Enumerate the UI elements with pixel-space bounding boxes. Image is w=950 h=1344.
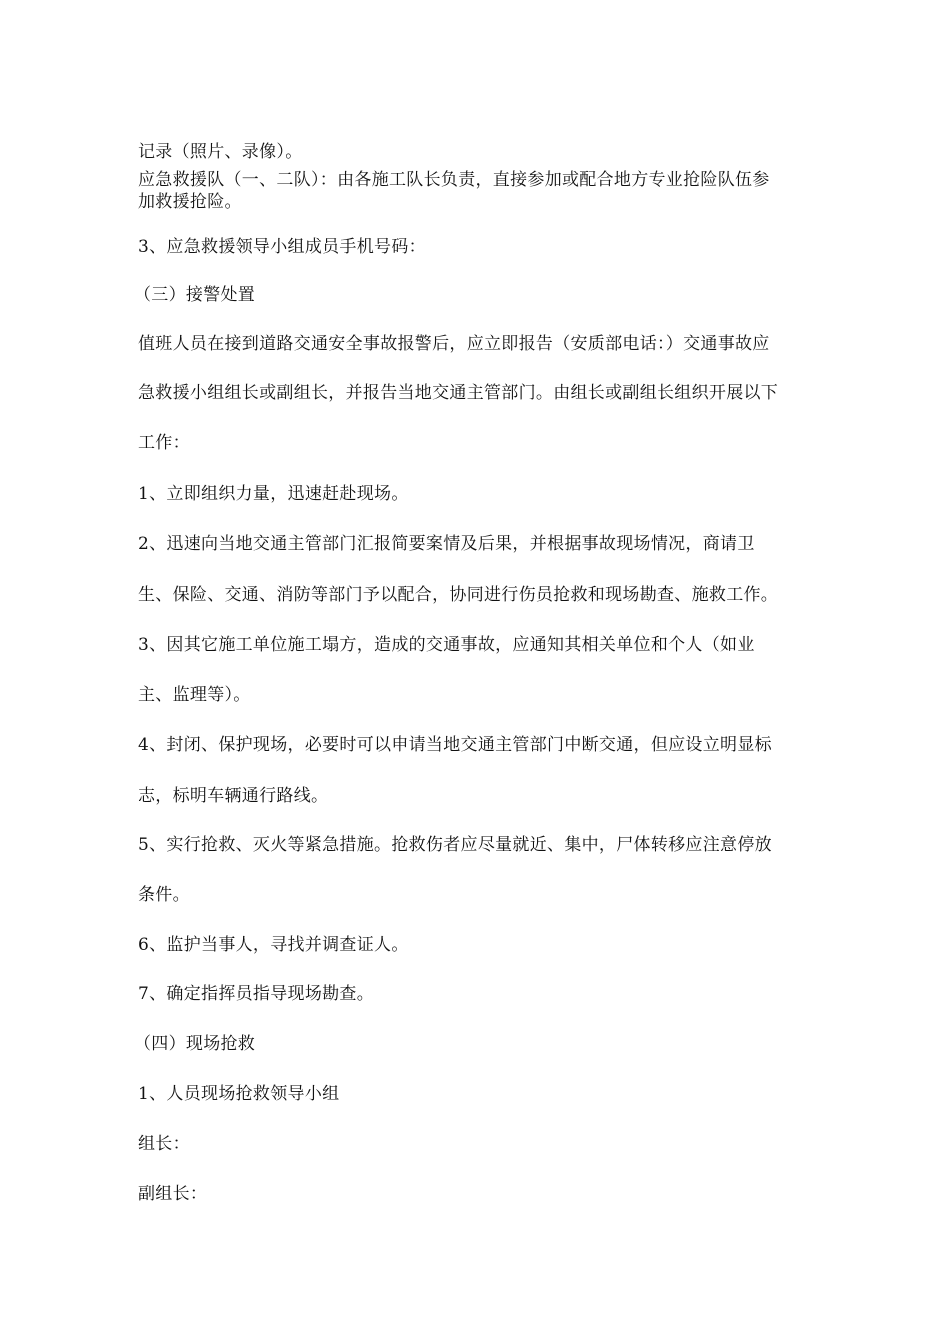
list-item-4-cont: 志，标明车辆通行路线。: [138, 786, 329, 806]
list-item-6: 6、监护当事人，寻找并调查证人。: [138, 935, 409, 955]
list-item-1: 1、立即组织力量，迅速赶赴现场。: [138, 484, 409, 504]
section-heading-alarm-handling: （三）接警处置: [134, 285, 256, 305]
list-item-2-cont: 生、保险、交通、消防等部门予以配合，协同进行伤员抢救和现场勘查、施救工作。: [138, 585, 779, 605]
section-heading-onsite-rescue: （四）现场抢救: [134, 1034, 256, 1054]
text-line-duty-report: 值班人员在接到道路交通安全事故报警后，应立即报告（安质部电话：）交通事故应: [138, 334, 770, 354]
list-item-5-cont: 条件。: [138, 885, 190, 905]
list-item-3: 3、因其它施工单位施工塌方，造成的交通事故，应通知其相关单位和个人（如业: [138, 635, 755, 655]
text-line-rescue-team: 应急救援队（一、二队）：由各施工队长负责，直接参加或配合地方专业抢险队伍参: [138, 170, 770, 190]
text-line-duty-report-cont: 急救援小组组长或副组长，并报告当地交通主管部门。由组长或副组长组织开展以下: [138, 383, 779, 403]
list-item-7: 7、确定指挥员指导现场勘查。: [138, 984, 375, 1004]
list-item-2: 2、迅速向当地交通主管部门汇报简要案情及后果，并根据事故现场情况，商请卫: [138, 534, 755, 554]
text-line-rescue-group: 1、人员现场抢救领导小组: [138, 1084, 340, 1104]
list-item-5: 5、实行抢救、灭火等紧急措施。抢救伤者应尽量就近、集中，尸体转移应注意停放: [138, 835, 772, 855]
text-line-group-leader: 组长：: [138, 1134, 190, 1154]
list-item-4: 4、封闭、保护现场，必要时可以申请当地交通主管部门中断交通，但应设立明显标: [138, 735, 772, 755]
list-item-3-cont: 主、监理等）。: [138, 685, 251, 705]
text-line-work: 工作：: [138, 433, 190, 453]
text-line-rescue-team-cont: 加救援抢险。: [138, 192, 242, 212]
text-line-deputy-leader: 副组长：: [138, 1184, 208, 1204]
text-line-phone-numbers: 3、应急救援领导小组成员手机号码：: [138, 237, 426, 257]
text-line-record: 记录（照片、录像）。: [138, 142, 303, 162]
